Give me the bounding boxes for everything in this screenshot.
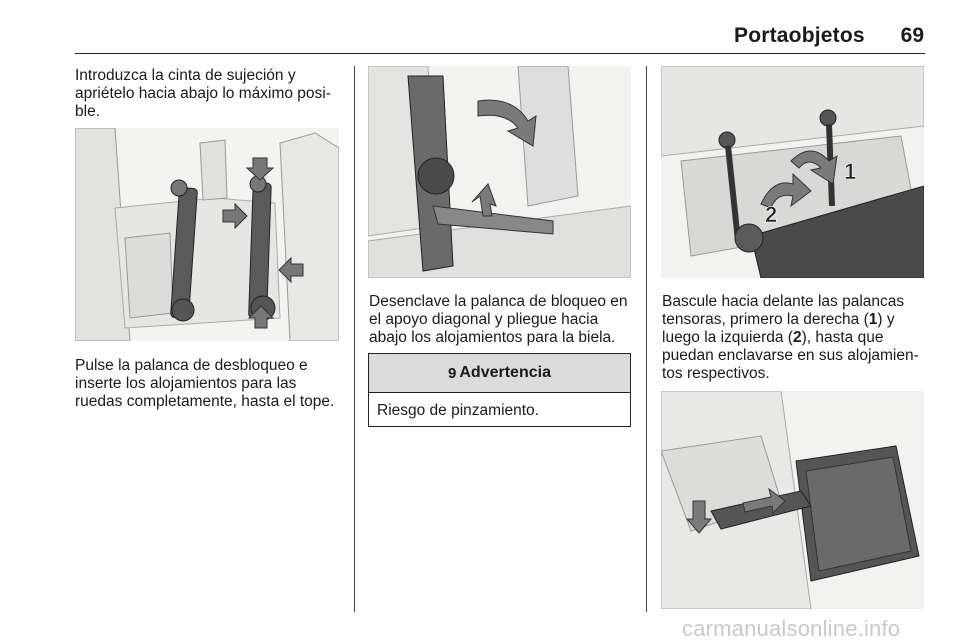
text-line: Pulse la palanca de desbloqueo e — [75, 357, 308, 374]
text-line: ble. — [75, 103, 100, 120]
callout-1: 1 — [844, 159, 857, 184]
instruction-paragraph-1 — [75, 67, 347, 121]
callout-ref-1: 1 — [868, 311, 878, 328]
warning-box — [368, 353, 631, 427]
text-line: abajo los alojamientos para la biela. — [369, 329, 616, 346]
text-line: tensoras, primero la derecha ( — [662, 311, 869, 328]
tension-levers-drawing — [661, 66, 924, 278]
text-line: el apoyo diagonal y pliegue hacia — [369, 311, 599, 328]
text-line: Bascule hacia delante las palancas — [662, 293, 905, 310]
instruction-paragraph-4 — [662, 293, 932, 383]
instruction-paragraph-3 — [369, 293, 639, 347]
text-line: puedan enclavarse en sus alojamien- — [662, 347, 919, 364]
wheel-housing — [796, 446, 919, 581]
column-divider-2 — [646, 66, 647, 612]
callout-ref-2: 2 — [792, 329, 802, 346]
warning-header — [369, 354, 630, 393]
text-line: Desenclave la palanca de bloqueo en — [369, 293, 628, 310]
column-divider-1 — [354, 66, 355, 612]
watermark: carmanualsonline.info — [682, 616, 901, 641]
text-line: luego la izquierda ( — [662, 329, 793, 346]
illustration-locking-lever — [368, 66, 631, 278]
text-line: tos respectivos. — [662, 365, 770, 382]
page-section-title: Portaobjetos — [734, 24, 865, 47]
illustration-mount-engaged — [661, 391, 924, 609]
warning-title: Advertencia — [459, 364, 551, 381]
wheel-mounts-drawing — [75, 128, 339, 341]
text-line: ruedas completamente, hasta el tope. — [75, 393, 335, 410]
text-line: Introduzca la cinta de sujeción y — [75, 67, 296, 84]
text-line: ) y — [877, 311, 895, 328]
illustration-wheel-mounts — [75, 128, 339, 341]
mount-engaged-drawing — [661, 391, 924, 609]
instruction-paragraph-2 — [75, 357, 350, 411]
locking-lever-drawing — [368, 66, 631, 278]
warning-body: Riesgo de pinzamiento. — [377, 402, 539, 419]
text-line: apriételo hacia abajo lo máximo posi- — [75, 85, 331, 102]
text-line: ), hasta que — [801, 329, 884, 346]
header-divider — [75, 53, 925, 54]
warning-icon: 9 — [448, 364, 457, 382]
illustration-tension-levers — [661, 66, 924, 278]
callout-2: 2 — [765, 202, 778, 227]
text-line: inserte los alojamientos para las — [75, 375, 297, 392]
page-number: 69 — [900, 24, 924, 47]
